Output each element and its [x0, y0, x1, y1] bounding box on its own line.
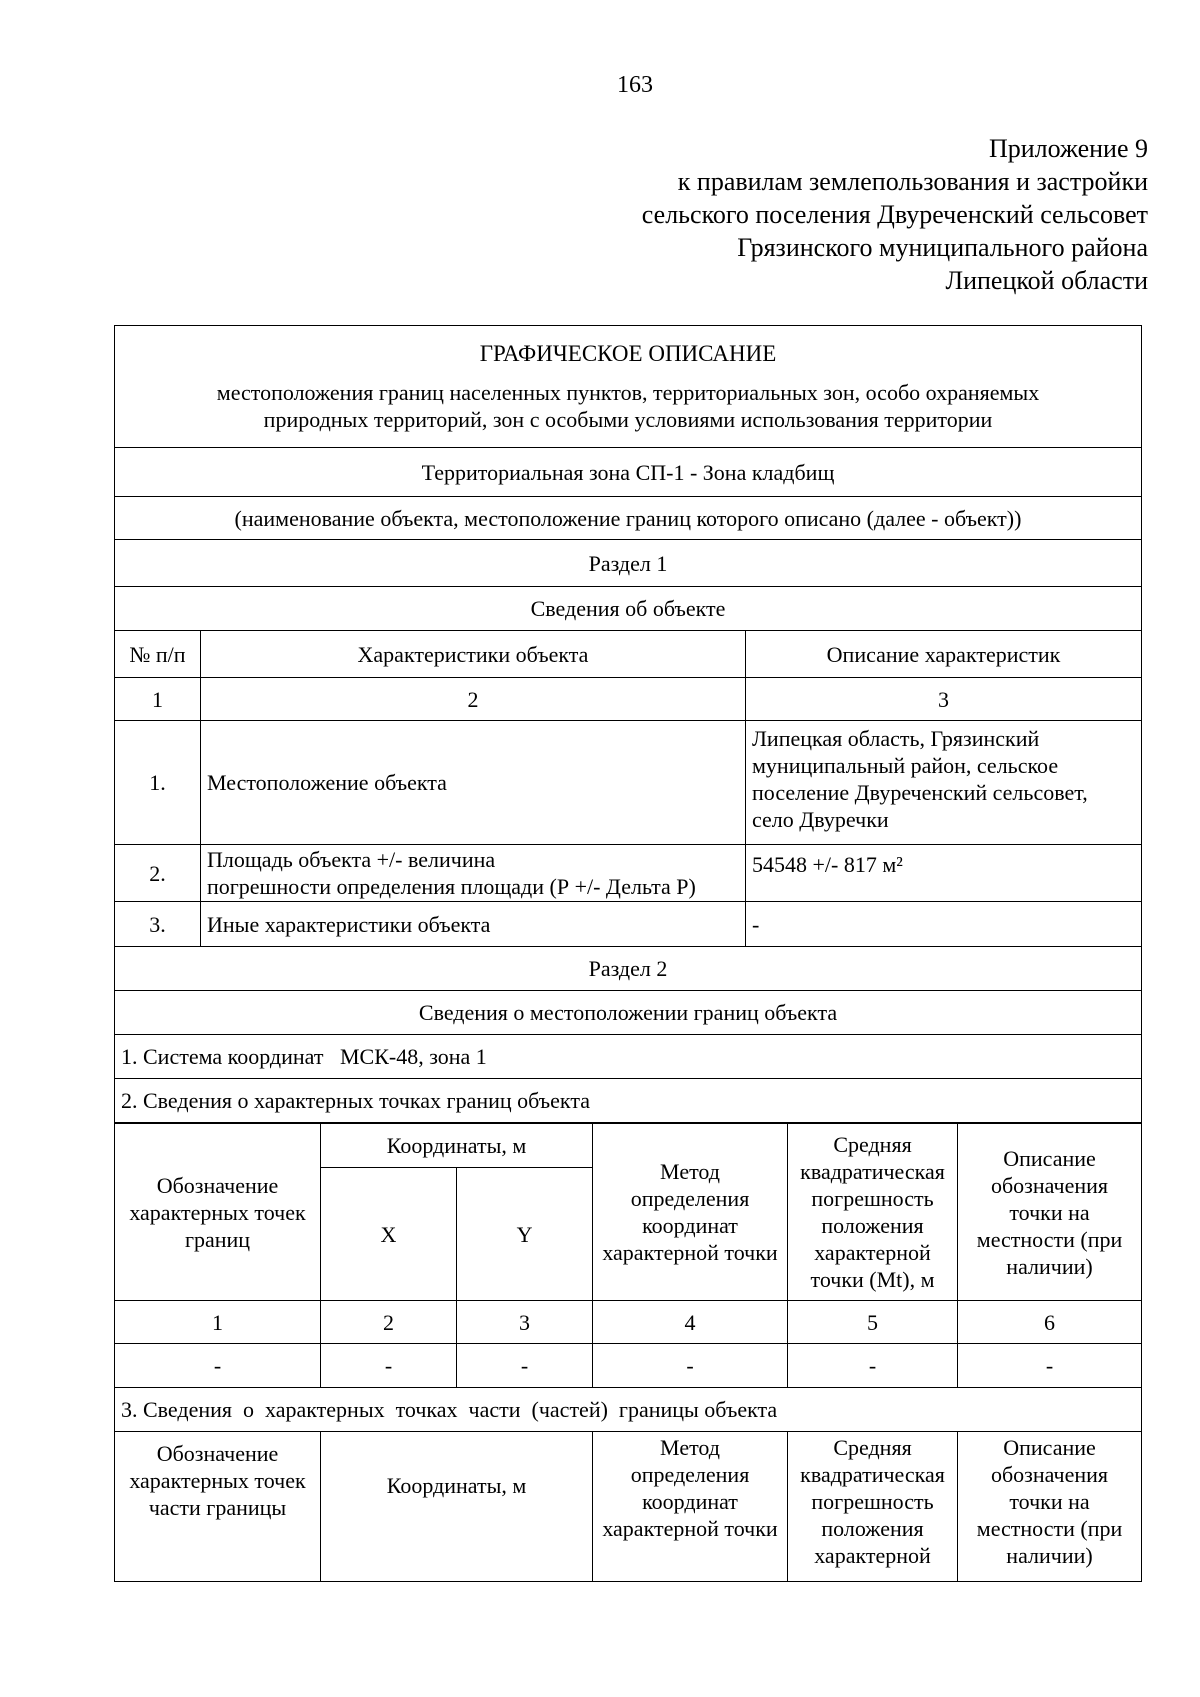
header-line: квадратическая [800, 1462, 945, 1487]
header-line: квадратическая [800, 1159, 945, 1184]
header-line: характерной точки [602, 1516, 778, 1541]
header-line: Липецкой области [945, 266, 1148, 295]
page-number: 163 [617, 72, 653, 98]
table-cell: - [321, 1344, 457, 1388]
col-header-description: Описание характеристик [746, 631, 1142, 678]
points-title: 2. Сведения о характерных точках границ объекта [115, 1079, 1142, 1123]
section1-title: Раздел 1 [115, 540, 1142, 587]
name-line: погрешности определения площади (Р +/- Дельта Р) [207, 874, 696, 899]
col-part-coordinates: Координаты, м [321, 1432, 593, 1582]
doc-title-cell [115, 326, 1142, 448]
parts-title: 3. Сведения о характерных точках части (частей) границы объекта [115, 1388, 1142, 1432]
value-line: муниципальный район, сельское [752, 753, 1059, 778]
col-header-number: № п/п [115, 631, 201, 678]
header-line: Метод [660, 1159, 720, 1184]
table-row [115, 721, 1142, 845]
header-line: части границы [148, 1495, 287, 1520]
header-line: наличии) [1006, 1543, 1093, 1568]
col-number: 5 [788, 1301, 958, 1344]
row-number: 1. [115, 721, 201, 845]
value-line: Липецкая область, Грязинский [752, 726, 1040, 751]
col-point-designation [115, 1124, 321, 1301]
header-line: наличии) [1006, 1253, 1093, 1279]
header-line: Метод [660, 1435, 720, 1460]
header-line: определения [630, 1462, 750, 1487]
section1-subtitle: Сведения об объекте [115, 587, 1142, 631]
col-x: X [321, 1168, 457, 1301]
table-row [115, 1344, 1142, 1388]
col-header-characteristics: Характеристики объекта [201, 631, 746, 678]
col-point-description [958, 1124, 1142, 1301]
col-y: Y [457, 1168, 593, 1301]
object-caption: (наименование объекта, местоположение границ которого описано (далее - объект)) [115, 497, 1142, 540]
doc-subtitle-line: местоположения границ населенных пунктов, территориальных зон, особо охраняемых [216, 380, 1040, 405]
col-number: 2 [321, 1301, 457, 1344]
header-line: к правилам землепользования и застройки [677, 167, 1148, 196]
header-line: обозначения [990, 1462, 1109, 1487]
col-part-point-designation [115, 1432, 321, 1582]
col-number: 3 [457, 1301, 593, 1344]
header-line: характерной [814, 1543, 931, 1568]
col-number: 4 [593, 1301, 788, 1344]
col-coordinates: Координаты, м [321, 1124, 593, 1168]
header-line: координат [642, 1213, 738, 1238]
header-line: местности (при [976, 1516, 1123, 1541]
header-line: Грязинского муниципального района [737, 233, 1148, 262]
table-cell: - [958, 1344, 1142, 1388]
header-line: местности (при [976, 1226, 1123, 1252]
col-number: 2 [201, 678, 746, 721]
boundary-points-table [114, 1123, 1142, 1582]
header-line: сельского поселения Двуреченский сельсовет [641, 200, 1148, 229]
header-line: Обозначение [156, 1172, 279, 1198]
header-line: координат [642, 1489, 738, 1514]
doc-subtitle-line: природных территорий, зон с особыми условиями использования территории [263, 407, 993, 432]
header-line: точки на [1009, 1489, 1090, 1514]
row-name: Иные характеристики объекта [201, 902, 746, 947]
header-line: погрешность [811, 1186, 934, 1211]
header-line: Средняя [833, 1435, 912, 1460]
section2-subtitle: Сведения о местоположении границ объекта [115, 991, 1142, 1035]
value-line: поселение Двуреченский сельсовет, [752, 780, 1088, 805]
row-value [746, 721, 1142, 845]
table-cell: - [115, 1344, 321, 1388]
header-line: Приложение 9 [988, 134, 1148, 163]
header-line: границ [184, 1226, 251, 1252]
header-line: Описание [1003, 1435, 1096, 1460]
doc-title: ГРАФИЧЕСКОЕ ОПИСАНИЕ [479, 341, 777, 366]
header-line: Средняя [833, 1132, 912, 1157]
header-line: точки (Mt), м [810, 1267, 935, 1292]
col-number: 6 [958, 1301, 1142, 1344]
header-line: погрешность [811, 1489, 934, 1514]
header-line: точки на [1009, 1199, 1090, 1225]
header-line: характерных точек [129, 1468, 306, 1493]
header-line: Обозначение [156, 1441, 279, 1466]
col-part-point-description [958, 1432, 1142, 1582]
table-cell: - [593, 1344, 788, 1388]
row-value: - [746, 902, 1142, 947]
col-mean-error [788, 1124, 958, 1301]
coordinate-system: 1. Система координат МСК-48, зона 1 [115, 1035, 1142, 1079]
header-line: характерных точек [129, 1199, 306, 1225]
graphic-description-table [114, 325, 1142, 1123]
header-line: положения [821, 1516, 924, 1541]
table-row [115, 845, 1142, 902]
col-number: 1 [115, 678, 201, 721]
section2-title: Раздел 2 [115, 947, 1142, 991]
row-name [201, 845, 746, 902]
header-line: характерной точки [602, 1240, 778, 1265]
row-number: 2. [115, 845, 201, 902]
header-line: положения [821, 1213, 924, 1238]
object-name: Территориальная зона СП-1 - Зона кладбищ [115, 448, 1142, 497]
col-number: 3 [746, 678, 1142, 721]
table-cell: - [457, 1344, 593, 1388]
header-line: определения [630, 1186, 750, 1211]
table-row [115, 902, 1142, 947]
name-line: Площадь объекта +/- величина [207, 847, 496, 872]
col-part-mean-error [788, 1432, 958, 1582]
col-part-method [593, 1432, 788, 1582]
header-line: обозначения [990, 1172, 1109, 1198]
header-line: Описание [1003, 1145, 1096, 1171]
value-line: село Двуречки [752, 807, 889, 832]
col-number: 1 [115, 1301, 321, 1344]
col-method [593, 1124, 788, 1301]
header-line: характерной [814, 1240, 931, 1265]
row-name: Местоположение объекта [201, 721, 746, 845]
row-value: 54548 +/- 817 м² [746, 845, 1142, 902]
table-cell: - [788, 1344, 958, 1388]
appendix-header [642, 132, 1148, 297]
row-number: 3. [115, 902, 201, 947]
